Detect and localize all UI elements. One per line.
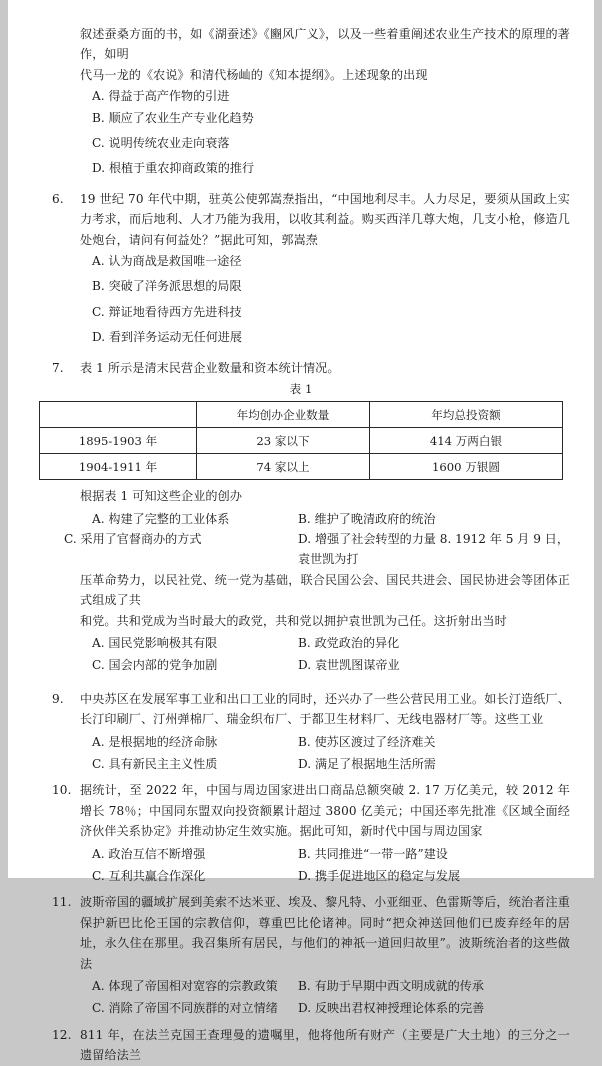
question-10-option-a[interactable]: A. 政治互信不断增强 [92, 846, 206, 861]
question-7-option-c[interactable]: C. 采用了官督商办的方式 [64, 531, 202, 546]
question-8-stem-line3: 和党。共和党成为当时最大的政党，共和党以拥护袁世凯为己任。这折射出当时 [80, 613, 507, 628]
table-cell-investment-2: 1600 万银圆 [370, 454, 563, 480]
question-8-option-b[interactable]: B. 政党政治的异化 [298, 635, 400, 650]
question-5-option-d[interactable]: D. 根植于重农抑商政策的推行 [92, 161, 255, 176]
question-12 [8, 1025, 594, 1066]
question-9-number: 9. [52, 691, 64, 706]
table-cell-period-2: 1904-1911 年 [40, 454, 197, 480]
question-11-number: 11. [52, 895, 72, 910]
question-8-option-d[interactable]: D. 袁世凯图谋帝业 [298, 658, 400, 673]
question-7 [8, 358, 594, 378]
question-6-option-d[interactable]: D. 看到洋务运动无任何进展 [92, 330, 242, 345]
table-cell-count-2: 74 家以上 [197, 454, 370, 480]
question-7-options-row-1 [8, 509, 594, 529]
question-7-lead: 根据表 1 可知这些企业的创办 [80, 489, 243, 504]
question-8-stem-fragment: 1912 年 5 月 9 日，袁世凯为打 [298, 531, 569, 567]
question-11-option-a[interactable]: A. 体现了帝国相对宽容的宗教政策 [92, 979, 278, 994]
question-9 [8, 689, 594, 730]
question-11-options-row-1 [8, 976, 594, 996]
table-header-cell-1: 年均创办企业数量 [197, 402, 370, 428]
question-8-number: 8. [439, 531, 452, 546]
table-cell-investment-1: 414 万两白银 [370, 428, 563, 454]
table-header-cell-2: 年均总投资额 [370, 402, 563, 428]
question-6-stem: 19 世纪 70 年代中期，驻英公使郭嵩焘指出，“中国地利尽丰。人力尽足，要须从国政上实力考求，而后地利、人才乃能为我用，以收其利益。购买西洋几尊大炮，几支小枪，修造几处炮台，请问有何益处？”据此可知，郭嵩焘 [80, 191, 570, 247]
question-11-stem: 波斯帝国的疆域扩展到美索不达米亚、埃及、黎凡特、小亚细亚、色雷斯等后，统治者注重保护新巴比伦王国的宗教信仰，尊重巴比伦诸神。同时“把众神送回他们已废弃经年的居址，永久住在那里。我召集所有居民，与他们的神祇一道回归故里”。波斯统治者的这些做法 [80, 895, 570, 971]
question-6 [8, 189, 594, 250]
question-9-options-row-2 [8, 754, 594, 774]
question-7-option-a[interactable]: A. 构建了完整的工业体系 [92, 511, 230, 526]
question-6-option-c[interactable]: C. 辩证地看待西方先进科技 [92, 304, 242, 319]
question-11-option-c[interactable]: C. 消除了帝国不同族群的对立情绪 [92, 1001, 278, 1016]
question-12-number: 12. [52, 1027, 72, 1042]
question-10-stem: 据统计，至 2022 年，中国与周边国家进出口商品总额突破 2. 17 万亿美元，较 2012 年增长 78％；中国同东盟双向投资额累计超过 3800 亿美元；中国还率先批准《区域全面经济伙伴关系协定》并推动协定生效实施。据此可知，新时代中国与周边国家 [80, 783, 570, 839]
table-cell-count-1: 23 家以下 [197, 428, 370, 454]
table-header-cell-0 [40, 402, 197, 428]
question-8-options-row-1 [8, 633, 594, 653]
question-8-options-row-2 [8, 655, 594, 675]
question-10 [8, 780, 594, 841]
question-12-stem: 811 年，在法兰克国王查理曼的遗嘱里，他将他所有财产（主要是广大土地）的三分之一遗留给法兰 [80, 1027, 570, 1063]
question-11-option-d[interactable]: D. 反映出君权神授理论体系的完善 [298, 1001, 485, 1016]
question-9-option-c[interactable]: C. 具有新民主主义性质 [92, 756, 218, 771]
question-7-option-b[interactable]: B. 维护了晚清政府的统治 [298, 511, 436, 526]
exam-page [8, 0, 594, 1063]
question-6-option-b[interactable]: B. 突破了洋务派思想的局限 [92, 279, 242, 294]
question-9-option-b[interactable]: B. 使苏区渡过了经济难关 [298, 734, 436, 749]
question-5-option-b[interactable]: B. 顺应了农业生产专业化趋势 [92, 110, 254, 125]
question-11-option-b[interactable]: B. 有助于早期中西文明成就的传承 [298, 979, 484, 994]
table-header-row [40, 402, 563, 428]
table-row [40, 454, 563, 480]
question-10-number: 10. [52, 783, 72, 798]
question-6-number: 6. [52, 191, 64, 206]
question-7-stem: 表 1 所示是清末民营企业数量和资本统计情况。 [80, 360, 340, 375]
question-6-option-a[interactable]: A. 认为商战是救国唯一途径 [92, 254, 242, 269]
question-8-option-c[interactable]: C. 国会内部的党争加剧 [92, 658, 218, 673]
question-9-stem: 中央苏区在发展军事工业和出口工业的同时，还兴办了一些公营民用工业。如长汀造纸厂、长汀印刷厂、汀州弹棉厂、瑞金织布厂、于都卫生材料厂、无线电器材厂等。这些工业 [80, 691, 570, 727]
question-5-option-a[interactable]: A. 得益于高产作物的引进 [92, 89, 230, 104]
table-1-caption: 表 1 [289, 382, 313, 397]
statistics-table [39, 401, 563, 480]
page-content [8, 0, 594, 1066]
question-9-options-row-1 [8, 732, 594, 752]
question-10-options-row-1 [8, 844, 594, 864]
question-11 [8, 892, 594, 974]
question-5-stem-line1: 叙述蚕桑方面的书，如《湖蚕述》《豳风广义》，以及一些着重阐述农业生产技术的原理的著作，如明 [80, 27, 570, 62]
question-8-option-a[interactable]: A. 国民党影响极其有限 [92, 635, 218, 650]
question-9-option-d[interactable]: D. 满足了根据地生活所需 [298, 756, 436, 771]
question-9-option-a[interactable]: A. 是根据地的经济命脉 [92, 734, 218, 749]
question-8-stem-line2: 压革命势力，以民社党、统一党为基础，联合民国公会、国民共进会、国民协进会等团体正式组成了共 [80, 572, 570, 608]
question-5-stem-line2: 代马一龙的《农说》和清代杨屾的《知本提纲》。上述现象的出现 [80, 67, 428, 82]
question-5-option-c[interactable]: C. 说明传统农业走向衰落 [92, 136, 230, 151]
table-row [40, 428, 563, 454]
table-cell-period-1: 1895-1903 年 [40, 428, 197, 454]
question-10-options-row-2 [8, 866, 594, 886]
question-7-option-d[interactable]: D. 增强了社会转型的力量 [298, 531, 436, 546]
question-10-option-d[interactable]: D. 携手促进地区的稳定与发展 [298, 869, 461, 883]
question-10-option-b[interactable]: B. 共同推进“一带一路”建设 [298, 846, 448, 861]
question-7-options-row-2 [8, 529, 594, 570]
question-10-option-c[interactable]: C. 互利共赢合作深化 [92, 869, 206, 883]
question-11-options-row-2 [8, 998, 594, 1018]
question-7-number: 7. [52, 360, 64, 375]
